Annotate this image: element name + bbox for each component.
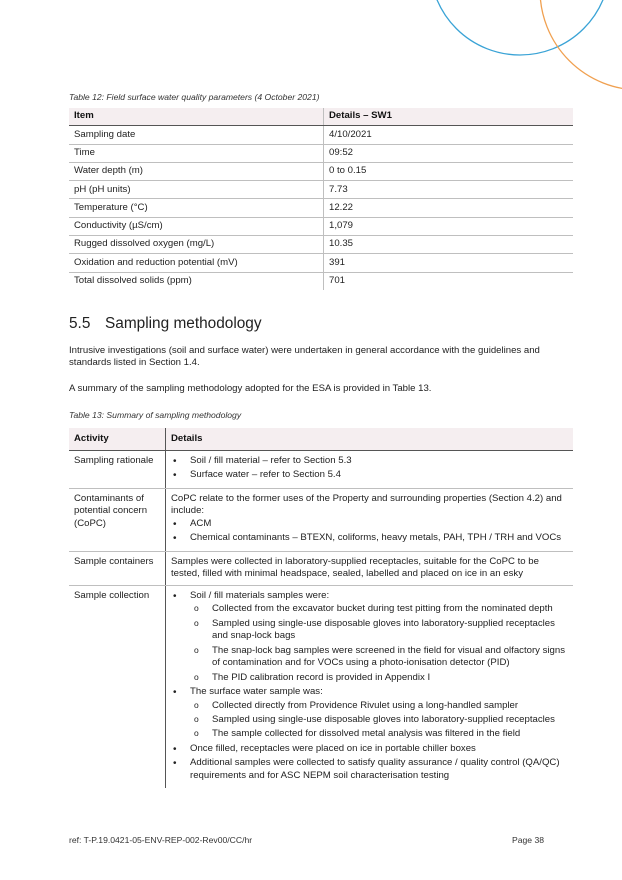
sub-list-item: o The sample collected for dissolved metal analysis was filtered in the field (190, 728, 568, 740)
list-item: • Once filled, receptacles were placed on ice in portable chiller boxes (171, 743, 568, 755)
orange-arc (540, 0, 622, 90)
sub-bullet-list (190, 603, 568, 684)
table13-caption: Table 13: Summary of sampling methodology (69, 410, 242, 420)
table-row (69, 162, 573, 180)
section-heading (69, 314, 262, 334)
row-label: Temperature (°C) (69, 199, 324, 217)
footer-reference: ref: T-P.19.0421-05-ENV-REP-002-Rev00/CC/hr (69, 835, 253, 845)
bullet-list (171, 455, 568, 482)
list-item: • Surface water – refer to Section 5.4 (171, 469, 568, 481)
table-row (69, 551, 573, 585)
table-row (69, 272, 573, 290)
sub-list-item: o Collected directly from Providence Rivulet using a long-handled sampler (190, 700, 568, 712)
row-label: Water depth (m) (69, 162, 324, 180)
row-value: 701 (324, 272, 574, 290)
table-row (69, 181, 573, 199)
details-cell (166, 488, 574, 551)
water-quality-table (69, 108, 573, 290)
row-value: 12.22 (324, 199, 574, 217)
list-item: • Soil / fill material – refer to Section 5.3 (171, 455, 568, 467)
sub-list-item: o The snap-lock bag samples were screened in the field for visual and olfactory signs of contamination and for VOCs using a photo-ionisation detector (PID) (190, 645, 568, 670)
sub-list-item: o Sampled using single-use disposable gloves into laboratory-supplied receptacles (190, 714, 568, 726)
row-value: 09:52 (324, 144, 574, 162)
list-item-text: The surface water sample was: (190, 686, 323, 698)
details-cell: Samples were collected in laboratory-supplied receptacles, suitable for the CoPC to be tested, filled with minimal headspace, sealed, labelled and placed on ice in an esky (166, 551, 574, 585)
paragraph-summary: A summary of the sampling methodology adopted for the ESA is provided in Table 13. (69, 383, 432, 394)
list-item (171, 686, 568, 741)
row-value: 4/10/2021 (324, 126, 574, 144)
list-item-text: Soil / fill materials samples were: (190, 589, 330, 601)
header-item: Item (69, 108, 324, 126)
details-cell (166, 585, 574, 788)
list-item: • Additional samples were collected to satisfy quality assurance / quality control (QA/QC) requirements and for ASC NEPM soil characterisation testing (171, 757, 568, 782)
blue-arc (430, 0, 610, 55)
table-header-row (69, 428, 573, 451)
row-label: Rugged dissolved oxygen (mg/L) (69, 236, 324, 254)
header-activity: Activity (69, 428, 166, 451)
sub-bullet-list (190, 700, 568, 741)
list-item (171, 590, 568, 684)
table12-caption: Table 12: Field surface water quality parameters (4 October 2021) (69, 92, 320, 102)
row-value: 7.73 (324, 181, 574, 199)
details-cell (166, 451, 574, 489)
sampling-methodology-table (69, 428, 573, 788)
header-details: Details (166, 428, 574, 451)
page-number: Page 38 (512, 835, 545, 845)
row-value: 391 (324, 254, 574, 272)
activity-label: Sampling rationale (69, 451, 166, 489)
row-label: Conductivity (µS/cm) (69, 217, 324, 235)
row-label: Oxidation and reduction potential (mV) (69, 254, 324, 272)
list-item: • Chemical contaminants – BTEXN, coliforms, heavy metals, PAH, TPH / TRH and VOCs (171, 532, 568, 544)
bullet-list (171, 518, 568, 545)
table-row (69, 126, 573, 144)
table-row (69, 236, 573, 254)
table-row (69, 488, 573, 551)
list-item: • ACM (171, 518, 568, 530)
sub-list-item: o Sampled using single-use disposable gloves into laboratory-supplied receptacles and snap-lock bags (190, 618, 568, 643)
paragraph-intro: Intrusive investigations (soil and surface water) were undertaken in general accordance with the guidelines and standards listed in Section 1.4. (69, 345, 540, 369)
table-row (69, 585, 573, 788)
section-number: 5.5 (69, 315, 91, 332)
table-row (69, 254, 573, 272)
sub-list-item: o The PID calibration record is provided in Appendix I (190, 672, 568, 684)
header-details: Details – SW1 (324, 108, 574, 126)
row-value: 1,079 (324, 217, 574, 235)
row-label: Sampling date (69, 126, 324, 144)
table-header-row (69, 108, 573, 126)
row-label: pH (pH units) (69, 181, 324, 199)
sub-list-item: o Collected from the excavator bucket during test pitting from the nominated depth (190, 603, 568, 615)
bullet-list (171, 590, 568, 783)
row-value: 10.35 (324, 236, 574, 254)
details-text: CoPC relate to the former uses of the Property and surrounding properties (Section 4.2) and include: (171, 492, 562, 517)
table-row (69, 217, 573, 235)
activity-label: Contaminants of potential concern (CoPC) (69, 488, 166, 551)
row-value: 0 to 0.15 (324, 162, 574, 180)
section-title: Sampling methodology (105, 315, 262, 332)
row-label: Time (69, 144, 324, 162)
activity-label: Sample containers (69, 551, 166, 585)
table-row (69, 199, 573, 217)
table-row (69, 451, 573, 489)
table-row (69, 144, 573, 162)
activity-label: Sample collection (74, 589, 150, 601)
row-label: Total dissolved solids (ppm) (74, 275, 192, 287)
